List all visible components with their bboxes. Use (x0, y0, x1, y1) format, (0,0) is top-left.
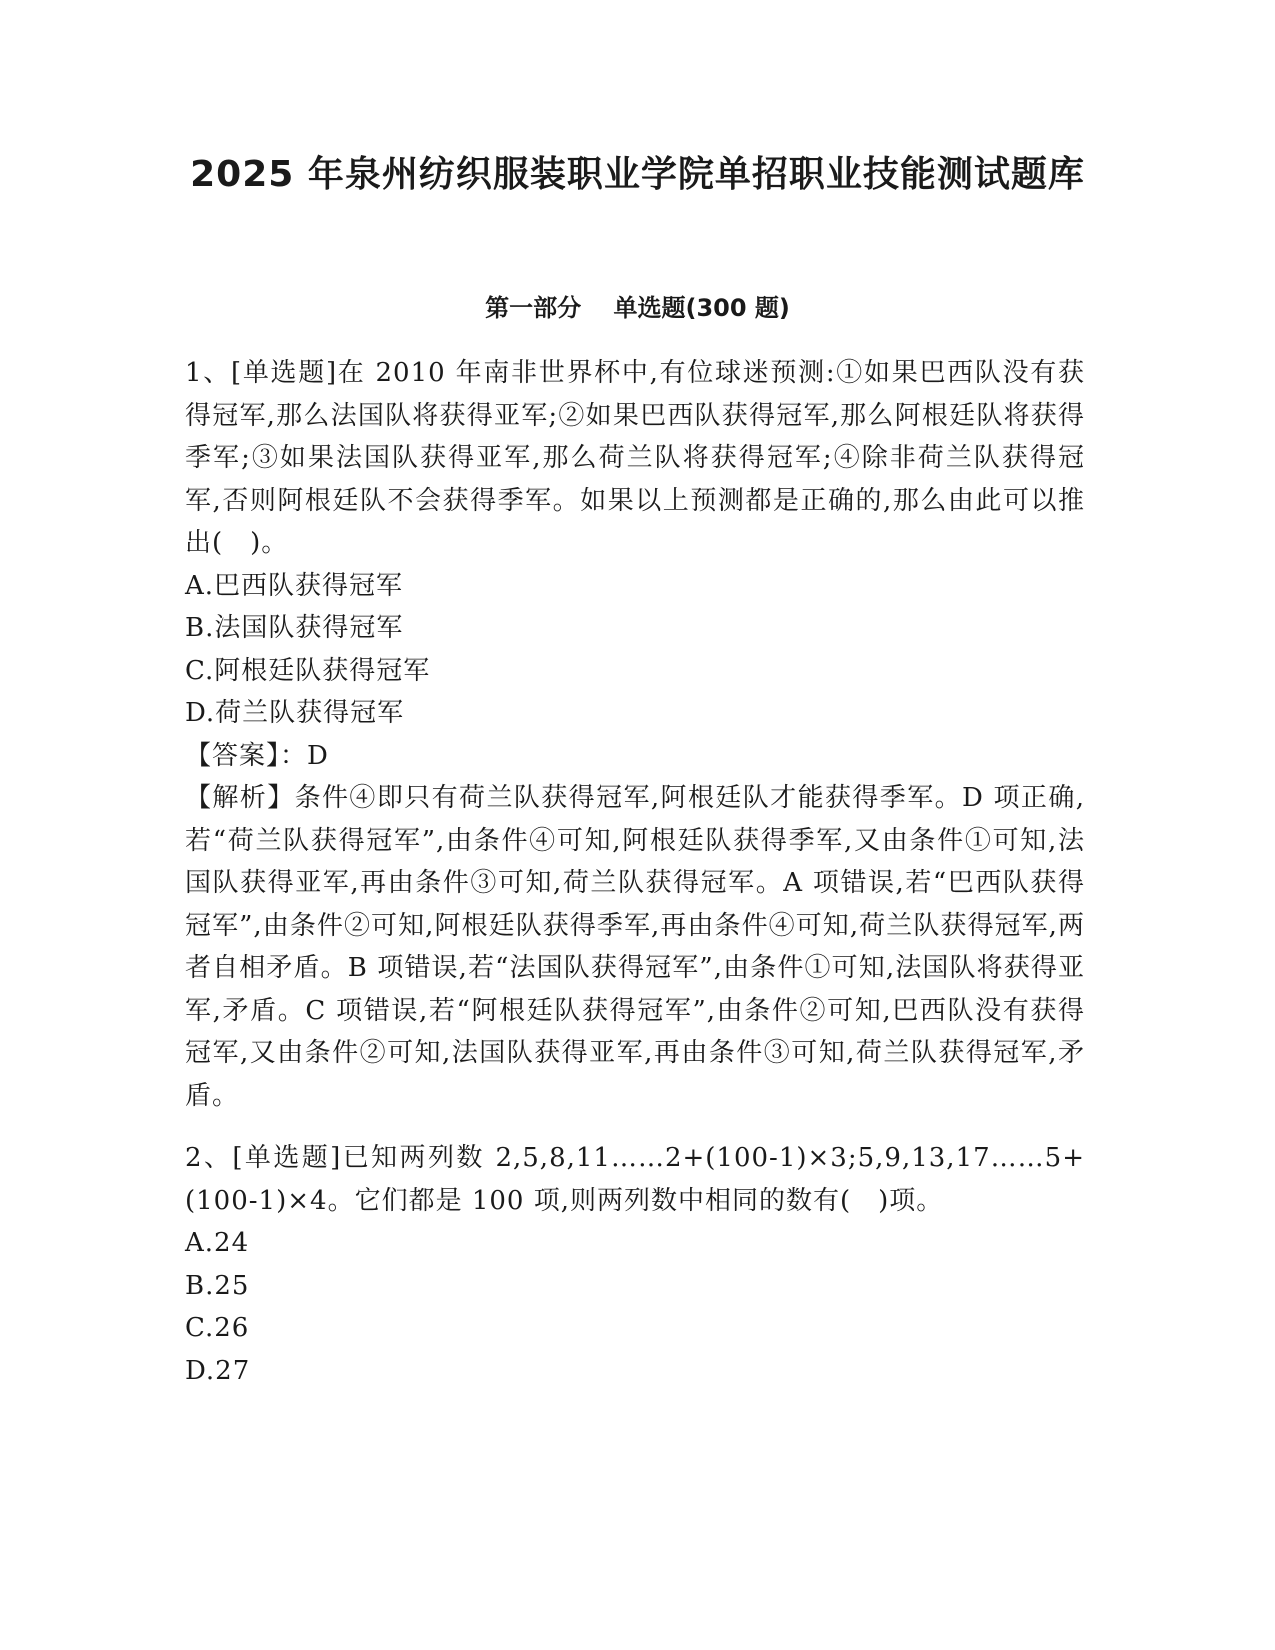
option-d: D.27 (185, 1355, 251, 1386)
option-list (185, 1222, 1085, 1392)
question-stem: 1、[单选题]在 2010 年南非世界杯中,有位球迷预测:①如果巴西队没有获得冠军,那么法国队将获得亚军;②如果巴西队获得冠军,那么阿根廷队将获得季军;③如果法国队获得亚军,那么荷兰队将获得冠军;④除非荷兰队获得冠军,否则阿根廷队不会获得季军。如果以上预测都是正确的,那么由此可以推出( )。 (185, 358, 1085, 558)
option-d: D.荷兰队获得冠军 (185, 698, 405, 728)
question-2 (185, 1137, 1085, 1392)
option-c: C.26 (185, 1313, 250, 1343)
answer-line: 【答案】：D (185, 740, 329, 771)
question-1 (185, 352, 1085, 1117)
option-a: A.24 (185, 1228, 250, 1258)
question-stem: 2、[单选题]已知两列数 2,5,8,11……2+(100-1)×3;5,9,13,17……5+(100-1)×4。它们都是 100 项,则两列数中相同的数有( )项。 (185, 1143, 1085, 1216)
option-c: C.阿根廷队获得冠军 (185, 655, 431, 686)
section-heading: 第一部分 单选题(300 题) (485, 294, 790, 322)
question-list (185, 352, 1085, 1392)
option-b: B.法国队获得冠军 (185, 613, 404, 643)
document-title: 2025 年泉州纺织服装职业学院单招职业技能测试题库 (190, 154, 1085, 195)
analysis-paragraph: 【解析】条件④即只有荷兰队获得冠军,阿根廷队才能获得季军。D 项正确,若“荷兰队获得冠军”,由条件④可知,阿根廷队获得季军,又由条件①可知,法国队获得亚军,再由条件③可知,荷兰队获得冠军。A 项错误,若“巴西队获得冠军”,由条件②可知,阿根廷队获得季军,再由条件④可知,荷兰队获得冠军,两者自相矛盾。B 项错误,若“法国队获得冠军”,由条件①可知,法国队将获得亚军,矛盾。C 项错误,若“阿根廷队获得冠军”,由条件②可知,巴西队没有获得冠军,又由条件②可知,法国队获得亚军,再由条件③可知,荷兰队获得冠军,矛盾。 (185, 783, 1085, 1111)
option-b: B.25 (185, 1270, 250, 1301)
option-list (185, 565, 1085, 735)
option-a: A.巴西队获得冠军 (185, 570, 404, 601)
